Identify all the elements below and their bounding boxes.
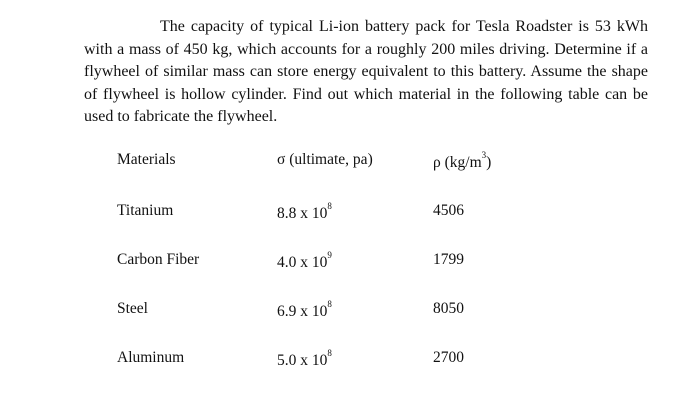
- row-titanium-sigma: [277, 200, 332, 222]
- sigma-exponent: 8: [327, 200, 332, 211]
- row-carbon-fiber-material: Carbon Fiber: [117, 251, 200, 268]
- row-titanium-material: Titanium: [117, 202, 174, 219]
- sigma-base: 5.0 x 10: [277, 352, 328, 369]
- sigma-exponent: 8: [327, 347, 332, 358]
- row-titanium-rho: 4506: [433, 202, 464, 219]
- sigma-base: 8.8 x 10: [277, 205, 328, 222]
- row-steel-material: Steel: [117, 300, 148, 317]
- sigma-exponent: 8: [327, 298, 332, 309]
- header-sigma: σ (ultimate, pa): [277, 151, 373, 168]
- problem-text: The capacity of typical Li-ion battery pack for Tesla Roadster is 53 kWh with a mass of 450 kg, which accounts for a roughly 200 miles driving. Determine if a flywheel of similar mass can store energy equivalent to this battery. Assume the shape of flywheel is hollow cylinder. Find out which material in the following table can be used to fabricate the flywheel.: [84, 18, 648, 125]
- row-aluminum-sigma: [277, 347, 332, 369]
- row-steel-rho: 8050: [433, 300, 464, 317]
- header-rho-base: ρ (kg/m: [433, 154, 482, 171]
- header-rho-close: ): [486, 154, 492, 171]
- row-steel-sigma: [277, 298, 332, 320]
- row-aluminum-rho: 2700: [433, 349, 464, 366]
- problem-paragraph: [84, 16, 648, 129]
- row-carbon-fiber-sigma: [277, 249, 332, 271]
- header-rho-exponent: 3: [481, 149, 487, 160]
- sigma-exponent: 9: [327, 249, 332, 260]
- row-carbon-fiber-rho: 1799: [433, 251, 464, 268]
- sigma-base: 6.9 x 10: [277, 303, 328, 320]
- row-aluminum-material: Aluminum: [117, 349, 185, 366]
- sigma-base: 4.0 x 10: [277, 254, 328, 271]
- header-rho: [433, 149, 492, 171]
- header-materials: Materials: [117, 151, 176, 168]
